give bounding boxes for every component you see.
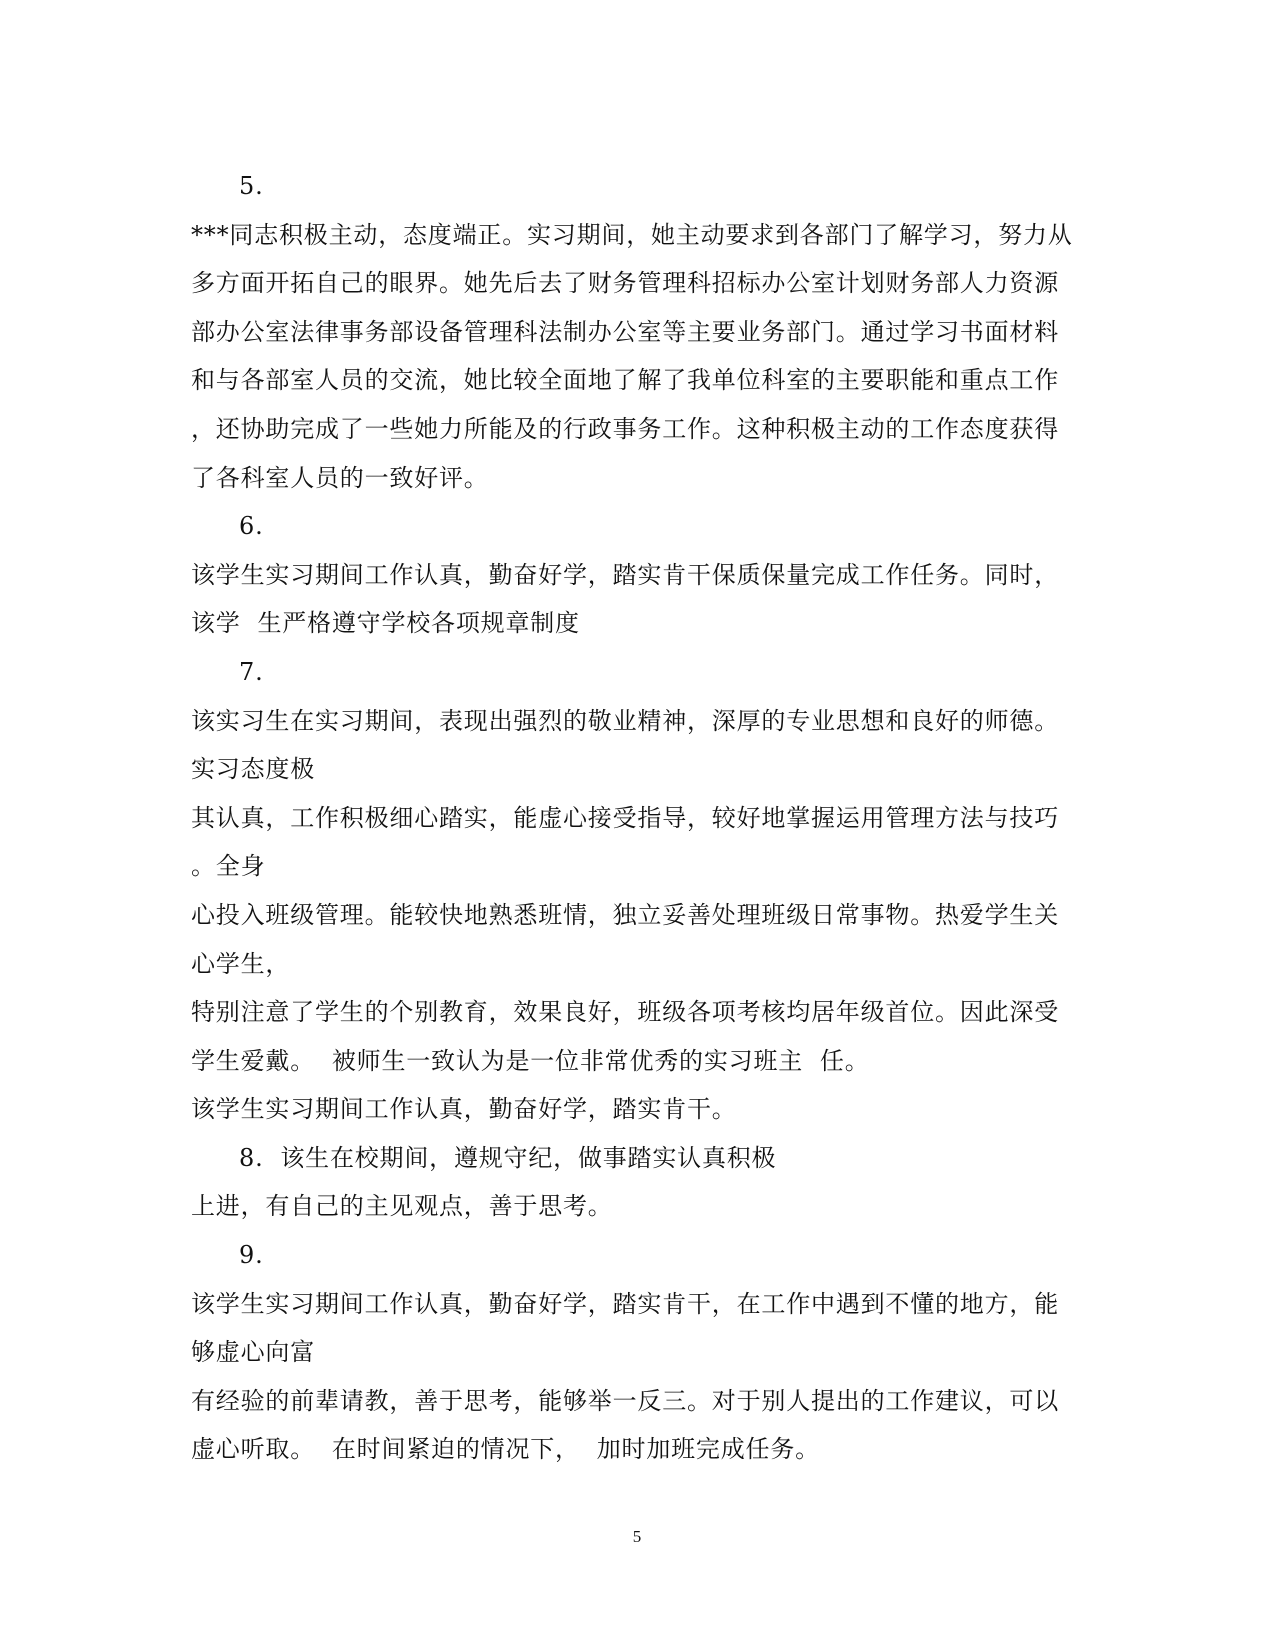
text-line: 够虚心向富 (191, 1338, 315, 1367)
text-line: 该实习生在实习期间，表现出强烈的敬业精神，深厚的专业思想和良好的师德。 (191, 706, 1059, 735)
text-line: 心投入班级管理。能较快地熟悉班情，独立妥善处理班级日常事物。热爱学生关 (191, 900, 1059, 929)
text-line: 学生爱戴。 被师生一致认为是一位非常优秀的实习班主 任。 (191, 1046, 870, 1075)
text-line: 该学生实习期间工作认真，勤奋好学，踏实肯干保质保量完成工作任务。同时， (191, 560, 1059, 589)
text-line: ，还协助完成了一些她力所能及的行政事务工作。这种积极主动的工作态度获得 (191, 414, 1059, 443)
text-line: 有经验的前辈请教，善于思考，能够举一反三。对于别人提出的工作建议，可以 (191, 1386, 1059, 1415)
text-line: 上进，有自己的主见观点，善于思考。 (191, 1192, 613, 1221)
document-body (191, 162, 1091, 1474)
text-line: 虚心听取。 在时间紧迫的情况下， 加时加班完成任务。 (191, 1435, 820, 1464)
text-line: 其认真，工作积极细心踏实，能虚心接受指导，较好地掌握运用管理方法与技巧 (191, 803, 1059, 832)
item-number: 9. (239, 1241, 264, 1270)
page-number: 5 (632, 1527, 642, 1546)
text-line: 部办公室法律事务部设备管理科法制办公室等主要业务部门。通过学习书面材料 (191, 317, 1059, 346)
text-line: 该学生实习期间工作认真，勤奋好学，踏实肯干，在工作中遇到不懂的地方，能 (191, 1289, 1059, 1318)
text-line: 和与各部室人员的交流，她比较全面地了解了我单位科室的主要职能和重点工作 (191, 366, 1059, 395)
text-line: 特别注意了学生的个别教育，效果良好，班级各项考核均居年级首位。因此深受 (191, 998, 1059, 1027)
text-line: 该学 生严格遵守学校各项规章制度 (191, 609, 580, 638)
text-line: ***同志积极主动，态度端正。实习期间，她主动要求到各部门了解学习，努力从 (191, 220, 1073, 249)
item-number-with-text: 8. 该生在校期间，遵规守纪，做事踏实认真积极 (239, 1143, 777, 1172)
text-line: 。全身 (191, 852, 266, 881)
text-line: 多方面开拓自己的眼界。她先后去了财务管理科招标办公室计划财务部人力资源 (191, 269, 1059, 298)
text-line: 实习态度极 (191, 755, 315, 784)
item-number: 6. (239, 512, 264, 541)
item-number: 5. (239, 172, 264, 200)
item-number: 7. (239, 657, 264, 686)
text-line: 该学生实习期间工作认真，勤奋好学，踏实肯干。 (191, 1095, 737, 1124)
text-line: 心学生， (191, 949, 291, 978)
text-line: 了各科室人员的一致好评。 (191, 463, 489, 492)
